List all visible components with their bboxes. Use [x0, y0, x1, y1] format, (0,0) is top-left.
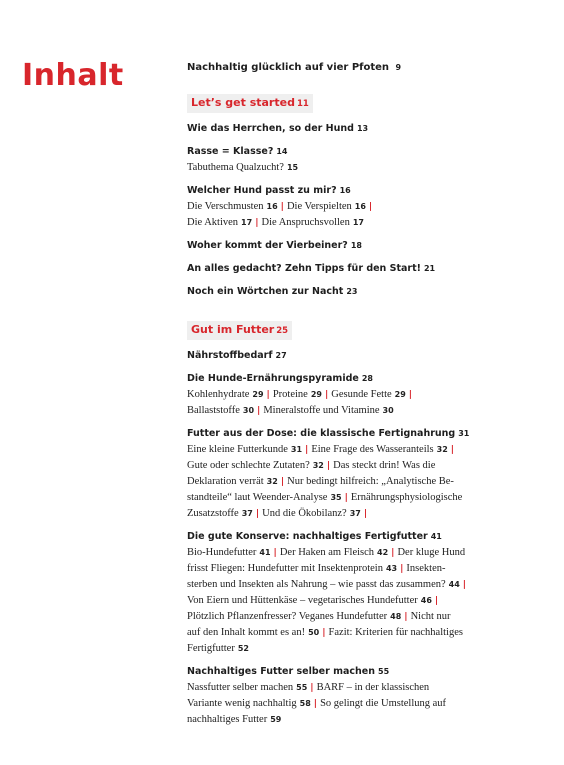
subentry-item[interactable]	[187, 643, 249, 654]
entry-heading[interactable]	[187, 144, 517, 160]
chapter-title: Gut im Futter	[191, 323, 275, 336]
subentry-text: Ballaststoffe	[187, 405, 240, 416]
toc-intro-entry[interactable]	[187, 60, 517, 76]
subentry-line	[187, 609, 517, 625]
subentry-line	[187, 474, 517, 490]
entry-heading[interactable]	[187, 183, 517, 199]
subentry-page: 17	[352, 218, 364, 227]
chapter-page: 25	[276, 326, 289, 336]
subentry-page: 29	[394, 390, 406, 399]
item-separator: |	[280, 202, 284, 212]
subentry-text: Die Anspruchsvollen	[261, 217, 350, 228]
subentry-text: sterben und Insekten als Nahrung – wie passt das zusammen?	[187, 579, 446, 590]
entry-heading[interactable]	[187, 121, 517, 137]
subentry-text: Die Verspielten	[286, 201, 352, 212]
item-separator: |	[322, 628, 326, 638]
toc-entry	[187, 238, 517, 254]
entry-page: 55	[378, 667, 390, 676]
subentry-text: auf den Inhalt kommt es an!	[187, 627, 306, 638]
subentry-text: Der Haken am Fleisch	[279, 547, 375, 558]
chapter-page: 11	[296, 99, 309, 109]
item-separator: |	[344, 493, 348, 503]
subentry-item[interactable]	[311, 444, 447, 455]
subentry-item[interactable]	[406, 563, 445, 574]
subentry-text: Variante wenig nachhaltig	[187, 698, 297, 709]
chapter-title: Let’s get started	[191, 96, 295, 109]
item-separator: |	[400, 564, 404, 574]
subentry-page: 32	[266, 477, 278, 486]
subentry-text: Gesunde Fette	[331, 389, 392, 400]
subentry-line	[187, 625, 517, 641]
entry-title: Nachhaltiges Futter selber machen	[187, 666, 375, 677]
subentry-line	[187, 680, 517, 696]
subentry-page: 29	[252, 390, 264, 399]
item-separator: |	[280, 477, 285, 487]
subentry-page: 48	[390, 612, 402, 621]
subentry-text: standteile“ laut Weender-Analyse	[187, 492, 328, 503]
subentry-item[interactable]	[187, 492, 342, 503]
entry-page: 28	[361, 374, 373, 383]
subentry-page: 29	[310, 390, 322, 399]
subentry-text: Der kluge Hund	[397, 547, 466, 558]
entry-page: 27	[275, 351, 287, 360]
item-separator: |	[273, 548, 277, 558]
entry-title: Welcher Hund passt zu mir?	[187, 185, 337, 196]
subentry-item[interactable]	[273, 389, 322, 400]
item-separator: |	[363, 509, 368, 519]
subentry-text: Nicht nur	[410, 611, 451, 622]
item-separator: |	[408, 390, 413, 400]
subentry-item[interactable]	[187, 508, 253, 519]
item-separator: |	[257, 406, 261, 416]
subentry-item[interactable]	[187, 698, 311, 709]
entry-heading[interactable]	[187, 371, 517, 387]
subentry-item[interactable]	[262, 508, 361, 519]
toc-chapters	[187, 93, 517, 728]
subentry-page: 46	[420, 596, 432, 605]
subentry-line	[187, 712, 517, 728]
subentry-line	[187, 593, 517, 609]
subentry-item[interactable]	[397, 547, 465, 558]
subentry-item[interactable]	[187, 405, 254, 416]
subentry-page: 32	[436, 445, 448, 454]
toc-entry	[187, 261, 517, 277]
subentry-item[interactable]	[333, 460, 435, 471]
subentry-item[interactable]	[187, 389, 264, 400]
subentry-item[interactable]	[187, 162, 298, 173]
subentry-item[interactable]	[187, 460, 324, 471]
entry-title: Wie das Herrchen, so der Hund	[187, 123, 354, 134]
subentry-item[interactable]	[187, 714, 281, 725]
subentry-text: Bio-Hundefutter	[187, 547, 257, 558]
toc-intro-page: 9	[395, 63, 402, 72]
entry-title: Futter aus der Dose: die klassische Fertignahrung	[187, 428, 456, 439]
subentry-text: Die Aktiven	[187, 217, 239, 228]
toc-entry	[187, 121, 517, 137]
subentry-page: 15	[286, 163, 299, 172]
item-separator: |	[313, 699, 318, 709]
subentry-item[interactable]	[187, 682, 307, 693]
toc-entry	[187, 664, 517, 728]
subentry-text: Ernährungsphysiologische	[350, 492, 463, 503]
subentry-page: 50	[308, 628, 320, 637]
subentry-text: Deklaration verrät	[187, 476, 264, 487]
entry-title: Noch ein Wörtchen zur Nacht	[187, 286, 344, 297]
toc-content	[187, 60, 517, 735]
subentry-text: frisst Fliegen: Hundefutter mit Insektenprotein	[187, 563, 383, 574]
subentry-item[interactable]	[261, 217, 364, 228]
subentry-item[interactable]	[187, 217, 252, 228]
subentry-item[interactable]	[351, 492, 462, 503]
subentry-page: 35	[330, 493, 342, 502]
entry-title: An alles gedacht? Zehn Tipps für den Start!	[187, 263, 421, 274]
entry-heading[interactable]	[187, 664, 517, 680]
subentry-text: Gute oder schlechte Zutaten?	[187, 460, 310, 471]
subentry-item[interactable]	[331, 389, 406, 400]
entry-heading[interactable]	[187, 426, 517, 442]
subentry-page: 37	[349, 509, 361, 518]
item-separator: |	[326, 461, 331, 471]
entry-page: 13	[356, 124, 369, 133]
subentry-text: Kohlenhydrate	[187, 389, 250, 400]
toc-entry	[187, 144, 517, 176]
subentry-text: nachhaltiges Futter	[187, 714, 268, 725]
item-separator: |	[434, 596, 439, 606]
item-separator: |	[310, 683, 314, 693]
subentry-item[interactable]	[187, 579, 460, 590]
entry-page: 16	[339, 186, 351, 195]
subentry-item[interactable]	[187, 547, 271, 558]
item-separator: |	[368, 202, 373, 212]
entry-page: 31	[458, 429, 470, 438]
subentry-item[interactable]	[317, 682, 430, 693]
subentry-text: Proteine	[272, 389, 308, 400]
subentry-page: 41	[259, 548, 271, 557]
subentry-line	[187, 545, 517, 561]
subentry-text: Eine kleine Futterkunde	[187, 444, 288, 455]
entry-title: Woher kommt der Vierbeiner?	[187, 240, 348, 251]
subentry-line	[187, 506, 517, 522]
subentry-item[interactable]	[263, 405, 393, 416]
entry-page: 41	[430, 532, 442, 541]
entry-heading[interactable]	[187, 284, 517, 300]
subentry-text: Eine Frage des Wasseranteils	[311, 444, 434, 455]
subentry-page: 32	[312, 461, 324, 470]
toc-entry	[187, 426, 517, 522]
subentry-page: 55	[296, 683, 308, 692]
subentry-text: Von Eiern und Hüttenkäse – vegetarisches Hundefutter	[187, 595, 418, 606]
entry-page: 21	[423, 264, 436, 273]
subentry-text: Fertigfutter	[187, 643, 235, 654]
entry-title: Die Hunde-Ernährungspyramide	[187, 373, 359, 384]
item-separator: |	[404, 612, 408, 622]
subentry-item[interactable]	[411, 611, 451, 622]
subentry-page: 58	[299, 699, 311, 708]
subentry-page: 17	[241, 218, 253, 227]
subentry-item[interactable]	[187, 444, 302, 455]
subentry-item[interactable]	[329, 627, 463, 638]
subentry-item[interactable]	[280, 547, 388, 558]
subentry-line	[187, 387, 517, 403]
toc-entry	[187, 529, 517, 657]
toc-entry	[187, 183, 517, 231]
subentry-page: 30	[242, 406, 255, 415]
toc-intro-title: Nachhaltig glücklich auf vier Pfoten	[187, 62, 390, 73]
subentry-page: 16	[266, 202, 278, 211]
subentry-page: 52	[237, 644, 249, 653]
subentry-line	[187, 160, 517, 176]
subentry-line	[187, 490, 517, 506]
subentry-text: Zusatzstoffe	[187, 508, 239, 519]
subentry-line	[187, 458, 517, 474]
subentry-text: Nur bedingt hilfreich: „Analytische Be-	[287, 476, 454, 487]
toc-entry	[187, 284, 517, 300]
subentry-page: 31	[290, 445, 303, 454]
subentry-item[interactable]	[187, 627, 319, 638]
subentry-page: 37	[241, 509, 253, 518]
subentry-page: 42	[377, 548, 389, 557]
item-separator: |	[391, 548, 395, 558]
chapter-heading[interactable]	[187, 321, 292, 340]
entry-heading[interactable]	[187, 529, 517, 545]
subentry-text: So gelingt die Umstellung auf	[320, 698, 447, 709]
subentry-line	[187, 561, 517, 577]
subentry-item[interactable]	[187, 201, 278, 212]
chapter-heading[interactable]	[187, 94, 313, 113]
subentry-text: Insekten-	[406, 563, 446, 574]
entry-page: 18	[350, 241, 362, 250]
subentry-line	[187, 199, 517, 215]
entry-heading[interactable]	[187, 261, 517, 277]
entry-title: Nährstoffbedarf	[187, 350, 273, 361]
subentry-text: Nassfutter selber machen	[187, 682, 294, 693]
item-separator: |	[305, 445, 309, 455]
subentry-text: Plötzlich Pflanzenfresser? Veganes Hundefutter	[187, 611, 388, 622]
subentry-page: 43	[385, 564, 398, 573]
subentry-item[interactable]	[187, 595, 432, 606]
entry-heading[interactable]	[187, 348, 517, 364]
subentry-line	[187, 577, 517, 593]
subentry-text: Tabuthema Qualzucht?	[187, 162, 284, 173]
entry-title: Die gute Konserve: nachhaltiges Fertigfutter	[187, 531, 428, 542]
subentry-page: 59	[270, 715, 282, 724]
item-separator: |	[255, 218, 259, 228]
subentry-line	[187, 641, 517, 657]
subentry-page: 44	[448, 580, 460, 589]
subentry-item[interactable]	[187, 611, 401, 622]
subentry-page: 16	[354, 202, 366, 211]
toc-entry	[187, 371, 517, 419]
subentry-text: Fazit: Kriterien für nachhaltiges	[328, 627, 463, 638]
toc-entry	[187, 348, 517, 364]
entry-title: Rasse = Klasse?	[187, 146, 274, 157]
entry-page: 14	[276, 147, 288, 156]
item-separator: |	[266, 390, 270, 400]
subentry-item[interactable]	[187, 563, 397, 574]
entry-heading[interactable]	[187, 238, 517, 254]
item-separator: |	[450, 445, 455, 455]
subentry-line	[187, 215, 517, 231]
subentry-page: 30	[382, 406, 394, 415]
subentry-text: BARF – in der klassischen	[316, 682, 430, 693]
item-separator: |	[462, 580, 467, 590]
subentry-text: Mineralstoffe und Vitamine	[263, 405, 380, 416]
item-separator: |	[255, 509, 260, 519]
subentry-item[interactable]	[187, 476, 278, 487]
subentry-line	[187, 403, 517, 419]
subentry-line	[187, 442, 517, 458]
subentry-line	[187, 696, 517, 712]
subentry-text: Die Verschmusten	[187, 201, 264, 212]
subentry-item[interactable]	[287, 476, 454, 487]
page-title: Inhalt	[22, 58, 124, 93]
item-separator: |	[324, 390, 329, 400]
subentry-item[interactable]	[287, 201, 366, 212]
subentry-text: Und die Ökobilanz?	[262, 508, 347, 519]
entry-page: 23	[346, 287, 358, 296]
subentry-text: Das steckt drin! Was die	[333, 460, 436, 471]
subentry-item[interactable]	[320, 698, 446, 709]
